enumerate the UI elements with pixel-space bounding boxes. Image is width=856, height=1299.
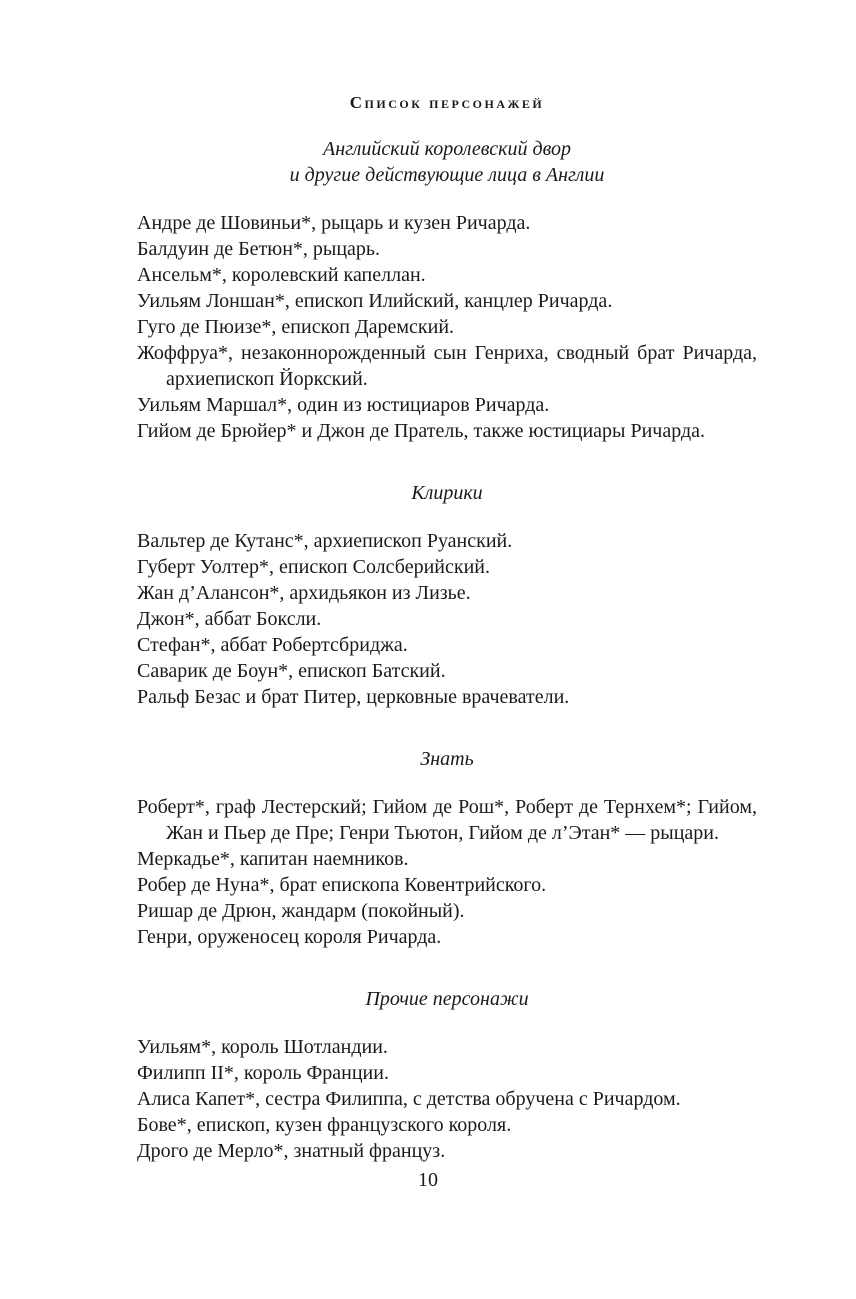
character-entry: Ральф Безас и брат Питер, церковные врачеватели. [137, 686, 570, 708]
character-entry: Генри, оруженосец короля Ричарда. [137, 926, 442, 948]
section-heading: Прочие персонажи [365, 988, 529, 1010]
character-entry: Робер де Нуна*, брат епископа Ковентрийского. [137, 874, 547, 896]
character-entry: Уильям Маршал*, один из юстициаров Ричарда. [137, 394, 550, 416]
character-entry: Меркадье*, капитан наемников. [137, 848, 409, 870]
section-other-characters [137, 986, 757, 1164]
character-entry: Вальтер де Кутанс*, архиепископ Руанский. [137, 530, 513, 552]
page-number: 10 [418, 1169, 438, 1191]
section-heading [137, 136, 757, 188]
character-entry: Бове*, епископ, кузен французского короля. [137, 1114, 512, 1136]
character-entry: Дрого де Мерло*, знатный француз. [137, 1140, 446, 1162]
character-entry: Губерт Уолтер*, епископ Солсберийский. [137, 556, 490, 578]
character-list [137, 528, 757, 710]
character-list [137, 1034, 757, 1164]
character-entry: Балдуин де Бетюн*, рыцарь. [137, 238, 381, 260]
section-english-court [137, 136, 757, 444]
section-nobility [137, 746, 757, 950]
character-entry: Ришар де Дрюн, жандарм (покойный). [137, 900, 465, 922]
character-entry: Уильям Лоншан*, епископ Илийский, канцлер Ричарда. [137, 290, 613, 312]
character-entry: Стефан*, аббат Робертсбриджа. [137, 634, 408, 656]
character-list [137, 794, 757, 950]
character-entry: Жан д’Алансон*, архидьякон из Лизье. [137, 582, 471, 604]
section-clergy [137, 480, 757, 710]
character-entry: Джон*, аббат Боксли. [137, 608, 322, 630]
page-title: Список персонажей [349, 93, 545, 112]
section-heading-line: и другие действующие лица в Англии [289, 164, 605, 186]
character-entry: Ансельм*, королевский капеллан. [137, 264, 426, 286]
character-entry: Уильям*, король Шотландии. [137, 1036, 388, 1058]
page-content [137, 86, 757, 1164]
character-entry: Жоффруа*, незаконнорожденный сын Генриха, сводный брат Ричарда, архиепископ Йоркский. [137, 342, 757, 390]
character-entry: Андре де Шовиньи*, рыцарь и кузен Ричарда. [137, 212, 531, 234]
section-heading: Знать [420, 748, 474, 770]
character-list [137, 210, 757, 444]
section-heading-line: Английский королевский двор [322, 138, 571, 160]
character-entry: Гуго де Пюизе*, епископ Даремский. [137, 316, 455, 338]
section-heading: Клирики [411, 482, 483, 504]
character-entry: Филипп II*, король Франции. [137, 1062, 389, 1084]
character-entry: Саварик де Боун*, епископ Батский. [137, 660, 446, 682]
character-entry: Роберт*, граф Лестерский; Гийом де Рош*, Роберт де Тернхем*; Гийом, Жан и Пьер де Пре; Генри Тьютон, Гийом де л’Этан* — рыцари. [137, 796, 757, 844]
character-entry: Гийом де Брюйер* и Джон де Пратель, также юстициары Ричарда. [137, 420, 706, 442]
character-entry: Алиса Капет*, сестра Филиппа, с детства обручена с Ричардом. [137, 1088, 681, 1110]
